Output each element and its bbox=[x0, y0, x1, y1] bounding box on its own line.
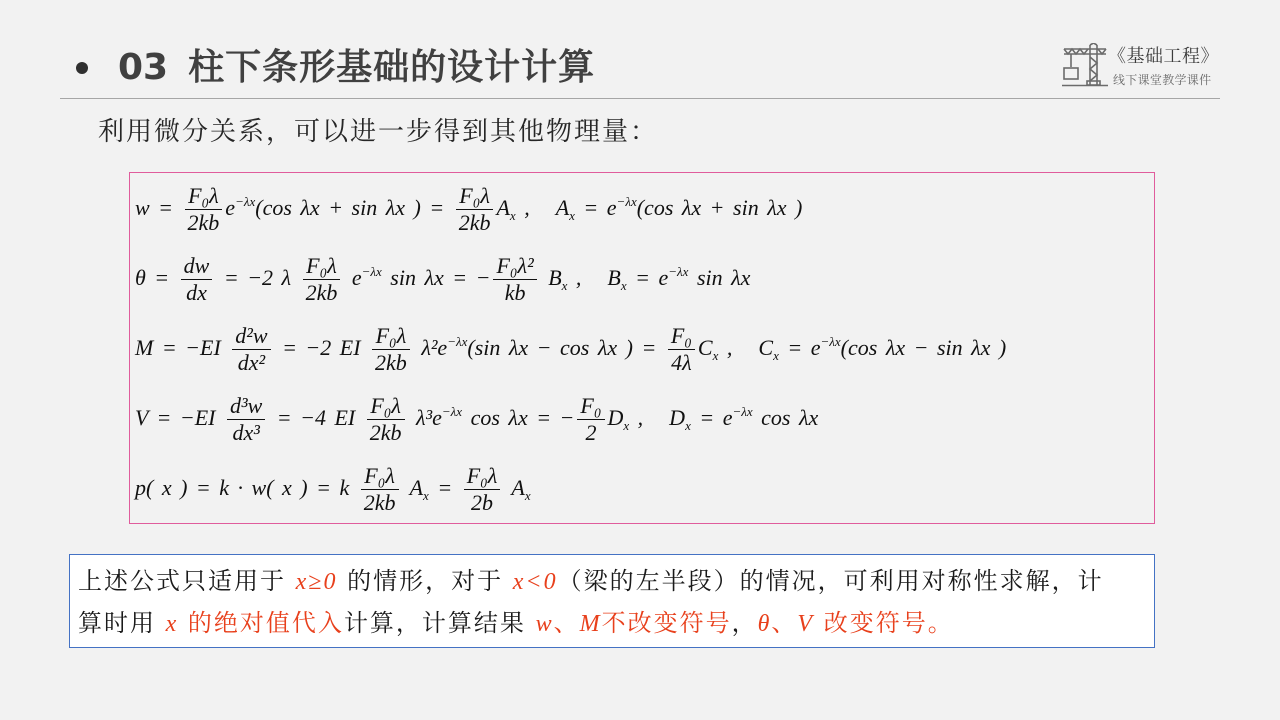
fraction-numerator: F₀λ bbox=[466, 463, 498, 489]
eq-term: θ = bbox=[135, 265, 178, 290]
eq-term: = e bbox=[626, 265, 669, 290]
equation-shear bbox=[130, 383, 1154, 453]
subscript: x bbox=[561, 278, 568, 293]
eq-term: A bbox=[401, 475, 424, 500]
eq-term: C bbox=[758, 335, 774, 360]
equation-rotation bbox=[130, 243, 1154, 313]
note-highlight: w bbox=[535, 611, 554, 637]
eq-term: sin λx bbox=[688, 265, 751, 290]
page-title bbox=[118, 44, 595, 92]
course-subtitle: 线下课堂教学课件 bbox=[1113, 73, 1212, 87]
header-divider bbox=[60, 98, 1220, 99]
fraction bbox=[303, 253, 341, 307]
fraction-denominator: 2kb bbox=[456, 209, 494, 236]
fraction bbox=[227, 393, 265, 447]
note-box bbox=[69, 554, 1155, 648]
fraction-denominator: 2kb bbox=[367, 419, 405, 446]
eq-term: D bbox=[607, 405, 624, 430]
fraction bbox=[361, 463, 399, 517]
eq-term: B bbox=[607, 265, 621, 290]
note-text: ， bbox=[731, 609, 758, 637]
eq-term: , bbox=[567, 265, 582, 290]
note-line bbox=[78, 602, 1154, 644]
fraction-denominator: kb bbox=[493, 279, 536, 306]
note-text: （梁的左半段）的情况，可利用对称性求解，计 bbox=[557, 567, 1104, 595]
fraction-denominator: 2kb bbox=[303, 279, 341, 306]
note-text: 的情形，对于 bbox=[337, 567, 513, 595]
eq-term: = −2 λ bbox=[215, 265, 300, 290]
fraction-numerator: F₀λ bbox=[364, 463, 395, 489]
eq-term: p( x ) = k · w( x ) = k bbox=[135, 475, 358, 500]
subscript: x bbox=[569, 208, 575, 223]
subscript: x bbox=[524, 488, 531, 503]
fraction-denominator: 2b bbox=[464, 489, 501, 516]
exponent: −λx bbox=[235, 194, 256, 209]
fraction bbox=[181, 253, 213, 307]
subscript: x bbox=[623, 418, 630, 433]
section-title: 柱下条形基础的设计计算 bbox=[188, 47, 596, 88]
eq-term: w = bbox=[135, 195, 182, 220]
eq-term: λ³e bbox=[407, 405, 442, 430]
eq-term: , bbox=[629, 405, 644, 430]
eq-term: D bbox=[669, 405, 686, 430]
fraction-denominator: 2kb bbox=[185, 209, 223, 236]
exponent: −λx bbox=[441, 404, 463, 419]
note-highlight: V bbox=[797, 611, 815, 637]
equation-moment bbox=[130, 313, 1154, 383]
note-text: 算时用 bbox=[78, 609, 166, 637]
note-highlight: 、 bbox=[771, 609, 798, 637]
eq-term: C bbox=[697, 335, 713, 360]
course-title: 《基础工程》 bbox=[1108, 46, 1219, 67]
note-highlight: x<0 bbox=[512, 569, 558, 595]
exponent: −λx bbox=[447, 334, 468, 349]
subscript: x bbox=[712, 348, 719, 363]
eq-term: λ²e bbox=[412, 335, 448, 360]
eq-term: (sin λx − cos λx ) = bbox=[467, 335, 665, 360]
intro-text: 利用微分关系，可以进一步得到其他物理量： bbox=[98, 117, 659, 147]
fraction bbox=[493, 253, 536, 307]
note-highlight: x≥0 bbox=[295, 569, 338, 595]
eq-term: cos λx bbox=[752, 405, 819, 430]
note-line bbox=[78, 560, 1154, 602]
eq-term: B bbox=[539, 265, 562, 290]
note-highlight: x bbox=[165, 611, 179, 637]
fraction-numerator: F₀λ bbox=[188, 183, 219, 209]
fraction-denominator: 4λ bbox=[668, 349, 695, 376]
subscript: x bbox=[685, 418, 691, 433]
eq-term: sin λx = − bbox=[381, 265, 491, 290]
eq-term: A bbox=[503, 475, 525, 500]
fraction bbox=[185, 183, 223, 237]
eq-term: (cos λx + sin λx ) bbox=[636, 195, 803, 220]
note-text: 上述公式只适用于 bbox=[78, 567, 296, 595]
fraction bbox=[464, 463, 501, 517]
exponent: −λx bbox=[668, 264, 689, 279]
fraction-numerator: F₀λ bbox=[306, 253, 337, 279]
note-highlight: 不改变符号 bbox=[601, 609, 732, 637]
tower-crane-icon bbox=[1062, 43, 1108, 87]
subscript: x bbox=[509, 208, 516, 223]
formula-box bbox=[129, 172, 1155, 524]
fraction bbox=[456, 183, 494, 237]
eq-term: (cos λx + sin λx ) = bbox=[255, 195, 453, 220]
fraction-denominator: dx² bbox=[232, 349, 270, 376]
note-highlight: θ bbox=[757, 611, 772, 637]
fraction-numerator: F₀ bbox=[670, 323, 692, 349]
fraction-numerator: dw bbox=[183, 253, 210, 279]
eq-term: (cos λx − sin λx ) bbox=[840, 335, 1007, 360]
note-highlight: 、 bbox=[553, 609, 580, 637]
eq-term: V = −EI bbox=[135, 405, 224, 430]
equation-deflection bbox=[130, 173, 1154, 243]
fraction-denominator: 2kb bbox=[372, 349, 410, 376]
fraction-denominator: dx bbox=[181, 279, 213, 306]
note-text: 计算，计算结果 bbox=[343, 609, 536, 637]
exponent: −λx bbox=[361, 264, 382, 279]
fraction-denominator: 2kb bbox=[361, 489, 399, 516]
fraction-numerator: F₀λ² bbox=[496, 253, 534, 279]
eq-term: = −2 EI bbox=[273, 335, 370, 360]
fraction-numerator: F₀λ bbox=[375, 323, 407, 349]
eq-term: = e bbox=[690, 405, 733, 430]
eq-term: e bbox=[225, 195, 236, 220]
subscript: x bbox=[620, 278, 627, 293]
fraction bbox=[372, 323, 410, 377]
eq-term: = −4 EI bbox=[268, 405, 364, 430]
fraction-numerator: F₀λ bbox=[370, 393, 401, 419]
subscript: x bbox=[423, 488, 429, 503]
fraction bbox=[367, 393, 405, 447]
fraction-numerator: F₀ bbox=[580, 393, 602, 419]
eq-term: A bbox=[496, 195, 510, 220]
eq-term: e bbox=[343, 265, 362, 290]
exponent: −λx bbox=[732, 404, 753, 419]
eq-term: , bbox=[515, 195, 530, 220]
eq-term: , bbox=[718, 335, 733, 360]
fraction bbox=[668, 323, 695, 377]
fraction bbox=[577, 393, 604, 447]
subscript: x bbox=[773, 348, 779, 363]
eq-term: M = −EI bbox=[135, 335, 230, 360]
fraction-numerator: F₀λ bbox=[459, 183, 490, 209]
fraction-denominator: 2 bbox=[577, 419, 604, 446]
note-highlight: 的绝对值代入 bbox=[178, 609, 344, 637]
fraction bbox=[232, 323, 270, 377]
eq-term: = bbox=[428, 475, 461, 500]
eq-term: cos λx = − bbox=[462, 405, 575, 430]
fraction-numerator: d³w bbox=[230, 393, 263, 419]
note-highlight: 改变符号。 bbox=[814, 609, 954, 637]
equation-base-pressure bbox=[130, 453, 1154, 523]
note-highlight: M bbox=[579, 611, 602, 637]
eq-term: = e bbox=[778, 335, 821, 360]
exponent: −λx bbox=[820, 334, 841, 349]
eq-term: = e bbox=[574, 195, 617, 220]
exponent: −λx bbox=[616, 194, 637, 209]
eq-term: A bbox=[555, 195, 570, 220]
title-bullet bbox=[76, 62, 88, 74]
fraction-numerator: d²w bbox=[235, 323, 268, 349]
fraction-denominator: dx³ bbox=[227, 419, 265, 446]
section-number: 03 bbox=[118, 47, 169, 88]
